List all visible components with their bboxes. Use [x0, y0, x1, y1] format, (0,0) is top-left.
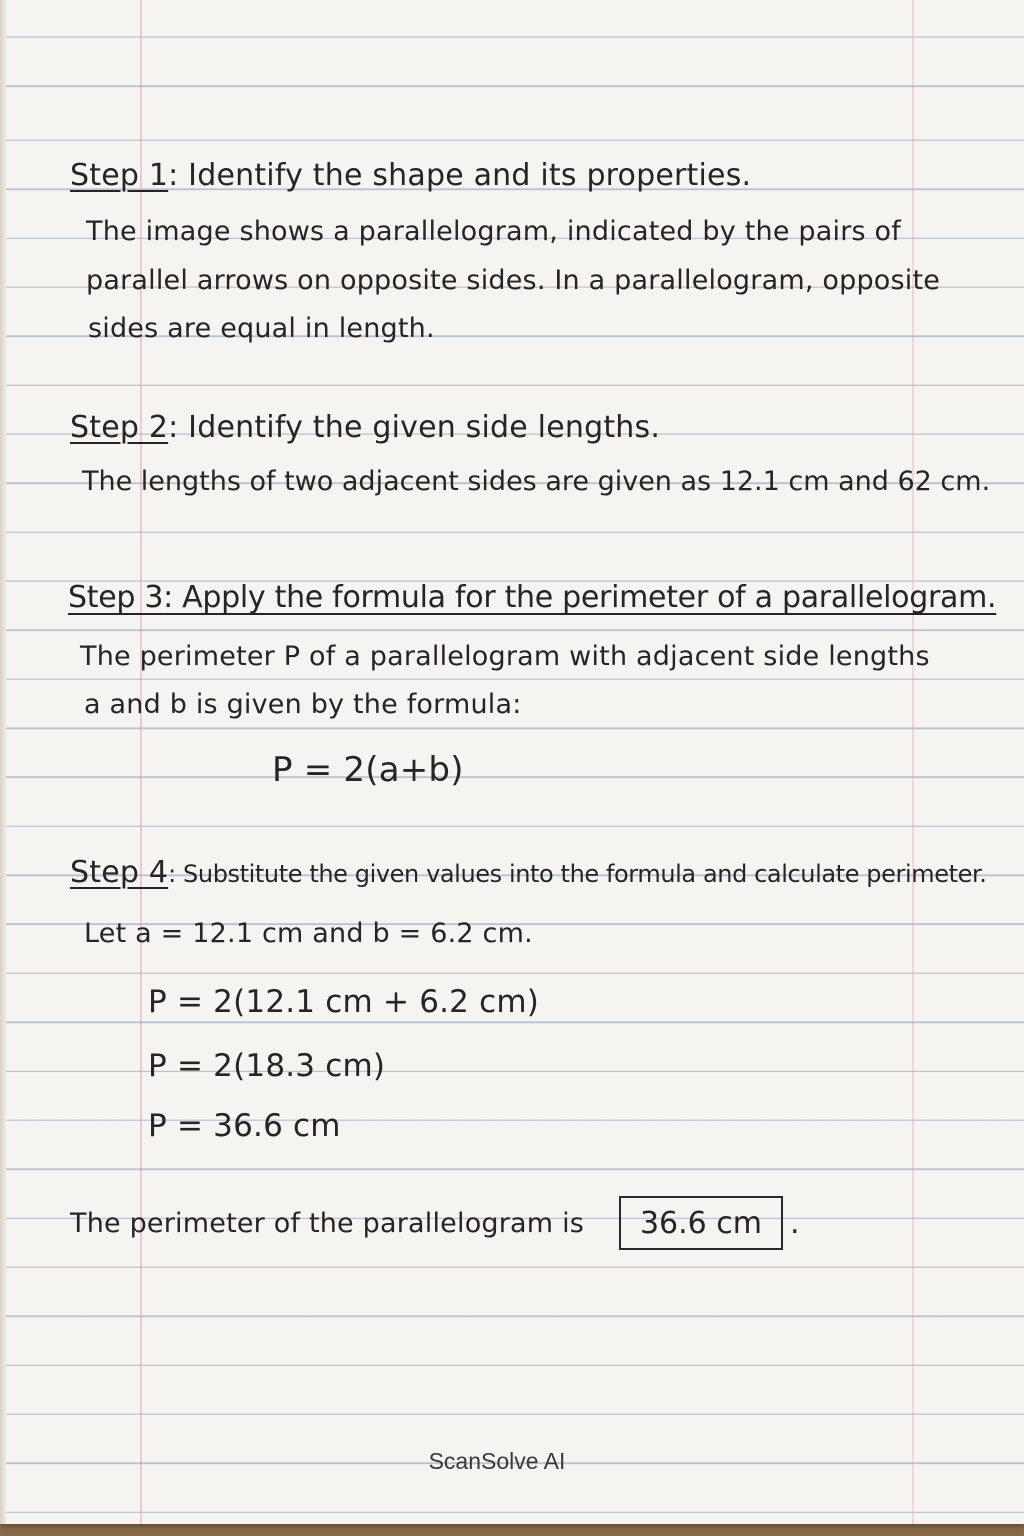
step3-heading: [68, 580, 996, 615]
step1-line-3: sides are equal in length.: [88, 313, 435, 344]
step4-title: : Substitute the given values into the formula and calculate perimeter.: [168, 860, 987, 888]
step2-title: : Identify the given side lengths.: [168, 410, 661, 445]
perimeter-formula: P = 2(a+b): [272, 750, 464, 790]
paper-edge: [0, 0, 6, 1524]
right-margin-line: [912, 0, 914, 1524]
conclusion-text: The perimeter of the parallelogram is: [70, 1208, 585, 1239]
step1-label: Step 1: [70, 158, 169, 193]
footer-watermark: ScanSolve AI: [428, 1448, 566, 1474]
step2-heading: [70, 410, 660, 445]
step4-label: Step 4: [70, 855, 169, 890]
step3-line-2: a and b is given by the formula:: [84, 689, 522, 720]
step1-line-2: parallel arrows on opposite sides. In a parallelogram, opposite: [86, 265, 941, 296]
calc-line-1: P = 2(12.1 cm + 6.2 cm): [148, 984, 540, 1020]
step1-title: : Identify the shape and its properties.: [168, 158, 752, 193]
calc-line-2: P = 2(18.3 cm): [148, 1048, 386, 1084]
step1-line-1: The image shows a parallelogram, indicated by the pairs of: [86, 216, 901, 247]
step4-heading: [70, 855, 986, 890]
step2-line-1: The lengths of two adjacent sides are given as 12.1 cm and 62 cm.: [82, 466, 991, 497]
answer-box: [619, 1196, 783, 1250]
step3-label: Step 3: [68, 580, 164, 615]
step3-title: : Apply the formula for the perimeter of a parallelogram.: [163, 580, 997, 615]
answer-value: 36.6 cm: [639, 1205, 763, 1241]
calc-line-3: P = 36.6 cm: [148, 1108, 341, 1144]
step3-line-1: The perimeter P of a parallelogram with adjacent side lengths: [80, 641, 930, 672]
step2-label: Step 2: [70, 410, 169, 445]
step1-heading: [70, 158, 751, 193]
step4-let-line: Let a = 12.1 cm and b = 6.2 cm.: [84, 918, 533, 949]
conclusion-period: .: [790, 1206, 800, 1241]
